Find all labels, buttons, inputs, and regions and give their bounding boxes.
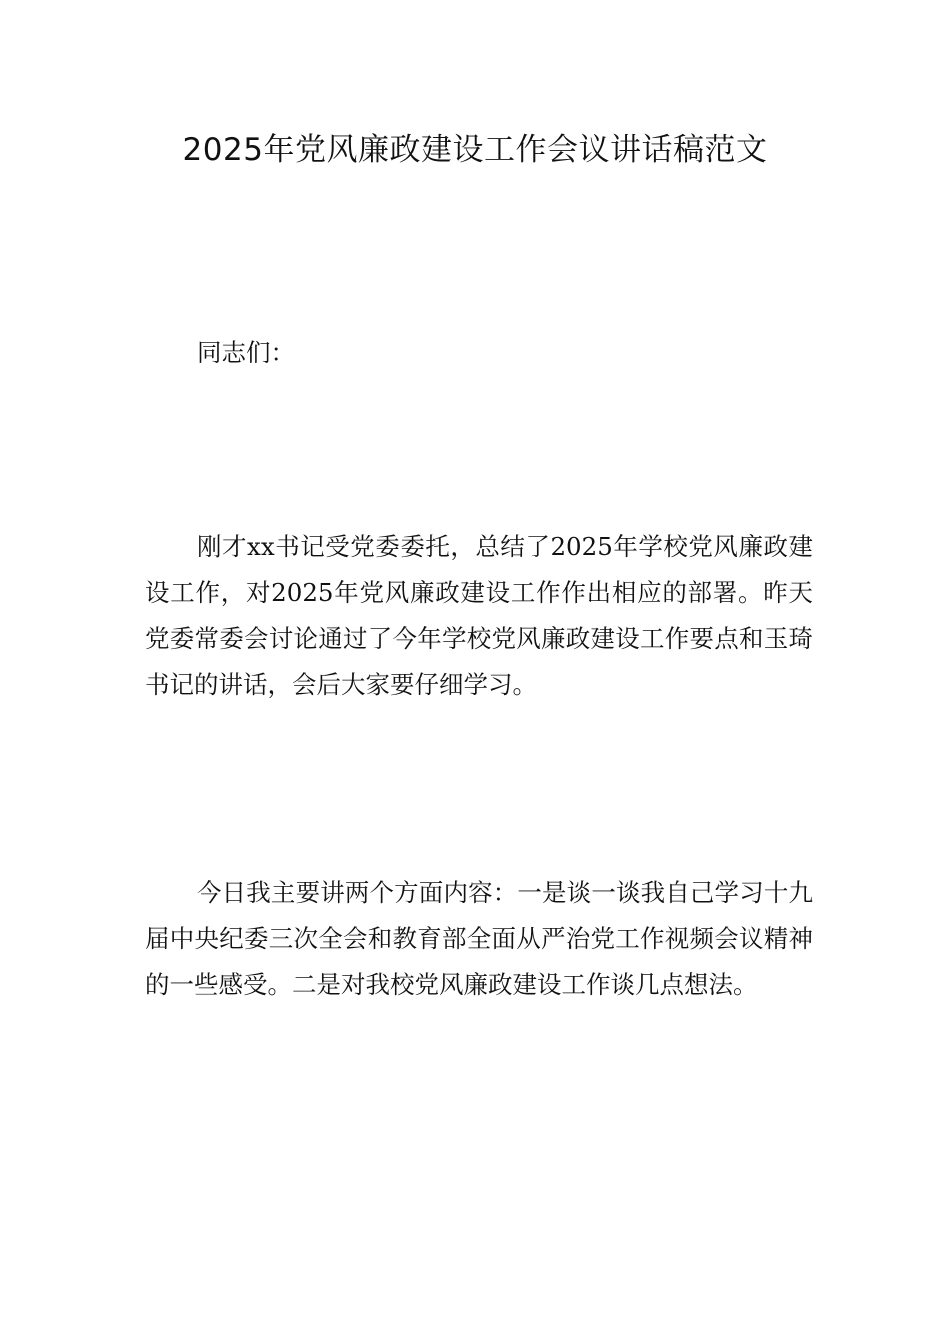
body-paragraph-2: 今日我主要讲两个方面内容：一是谈一谈我自己学习十九届中央纪委三次全会和教育部全面从严治党工作视频会议精神的一些感受。二是对我校党风廉政建设工作谈几点想法。	[145, 878, 813, 999]
greeting-paragraph: 同志们：	[197, 338, 295, 367]
body-paragraph-1: 刚才xx书记受党委委托，总结了2025年学校党风廉政建设工作，对2025年党风廉政建设工作作出相应的部署。昨天党委常委会讨论通过了今年学校党风廉政建设工作要点和玉琦书记的讲话，会后大家要仔细学习。	[145, 532, 813, 699]
document-title: 2025年党风廉政建设工作会议讲话稿范文	[182, 132, 768, 168]
